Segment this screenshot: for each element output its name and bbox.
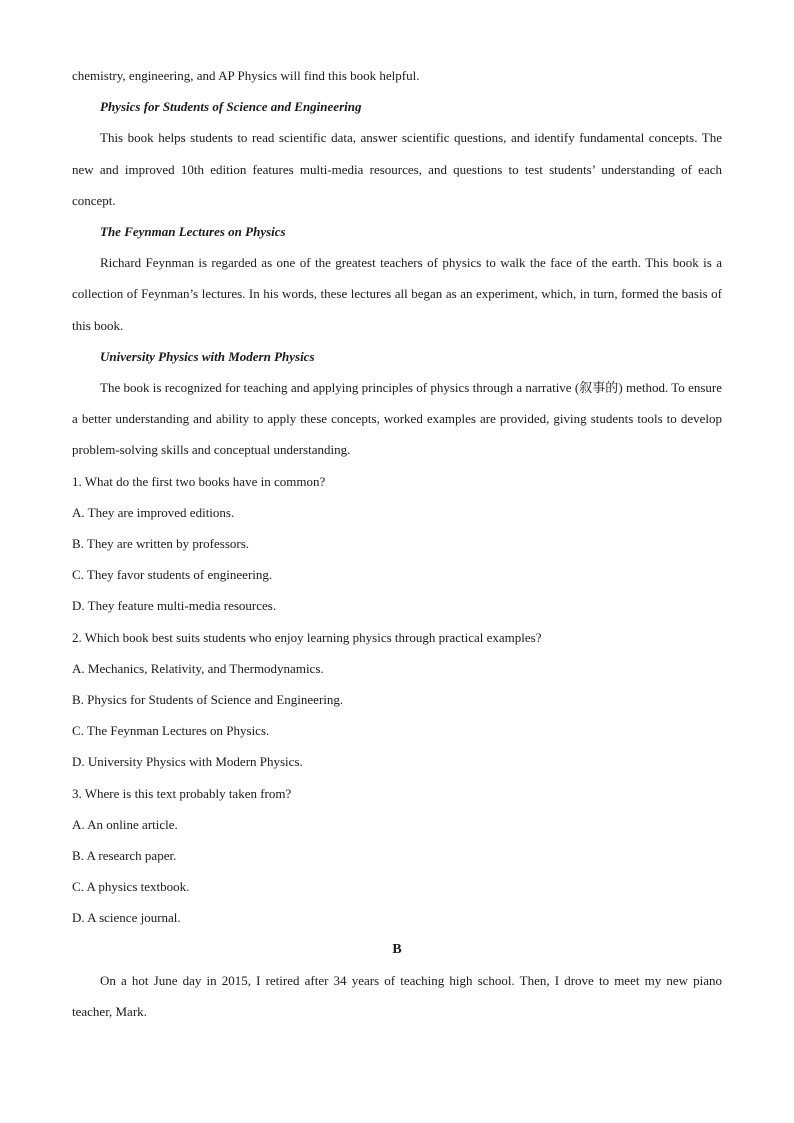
passage-b-paragraph: On a hot June day in 2015, I retired after 34 years of teaching high school. Then, I drove to meet my new piano teacher, Mark. bbox=[72, 972, 722, 1020]
question-stem: 1. What do the first two books have in common? bbox=[72, 473, 326, 489]
book-title-3: University Physics with Modern Physics bbox=[100, 348, 315, 364]
book-description-1: This book helps students to read scientific data, answer scientific questions, and identify fundamental concepts. The new and improved 10th edition features multi-media resources, and questions to test students’ understanding of each concept. bbox=[72, 130, 722, 208]
answer-option: B. A research paper. bbox=[72, 848, 177, 864]
book-description-3: The book is recognized for teaching and applying principles of physics through a narrative (叙事的) method. To ensure a better understanding and ability to apply these concepts, worked examples are provided, giving students tools to develop problem-solving skills and conceptual understanding. bbox=[72, 380, 722, 458]
answer-option: C. They favor students of engineering. bbox=[72, 567, 273, 583]
answer-option: B. Physics for Students of Science and Engineering. bbox=[72, 692, 344, 708]
book-description-2: Richard Feynman is regarded as one of the greatest teachers of physics to walk the face of the earth. This book is a collection of Feynman’s lectures. In his words, these lectures all began as an experiment, which, in turn, formed the basis of this book. bbox=[72, 255, 722, 333]
passage-a-intro-tail: chemistry, engineering, and AP Physics will find this book helpful. bbox=[72, 68, 420, 83]
answer-option: B. They are written by professors. bbox=[72, 536, 250, 552]
book-title-1: Physics for Students of Science and Engineering bbox=[100, 99, 362, 115]
answer-option: C. The Feynman Lectures on Physics. bbox=[72, 723, 270, 739]
answer-option: A. Mechanics, Relativity, and Thermodynamics. bbox=[72, 660, 324, 676]
answer-option: D. They feature multi-media resources. bbox=[72, 598, 277, 614]
question-stem: 3. Where is this text probably taken from? bbox=[72, 785, 292, 801]
passage-b-heading: B bbox=[392, 941, 402, 957]
question-2 bbox=[72, 622, 722, 778]
question-stem: 2. Which book best suits students who enjoy learning physics through practical examples? bbox=[72, 629, 542, 645]
answer-option: A. An online article. bbox=[72, 816, 178, 832]
answer-option: A. They are improved editions. bbox=[72, 504, 235, 520]
answer-option: D. University Physics with Modern Physics. bbox=[72, 754, 303, 770]
answer-option: D. A science journal. bbox=[72, 910, 181, 926]
question-3 bbox=[72, 778, 722, 934]
answer-option: C. A physics textbook. bbox=[72, 879, 190, 895]
page-content bbox=[72, 60, 722, 1027]
book-title-2: The Feynman Lectures on Physics bbox=[100, 224, 286, 240]
question-1 bbox=[72, 466, 722, 622]
